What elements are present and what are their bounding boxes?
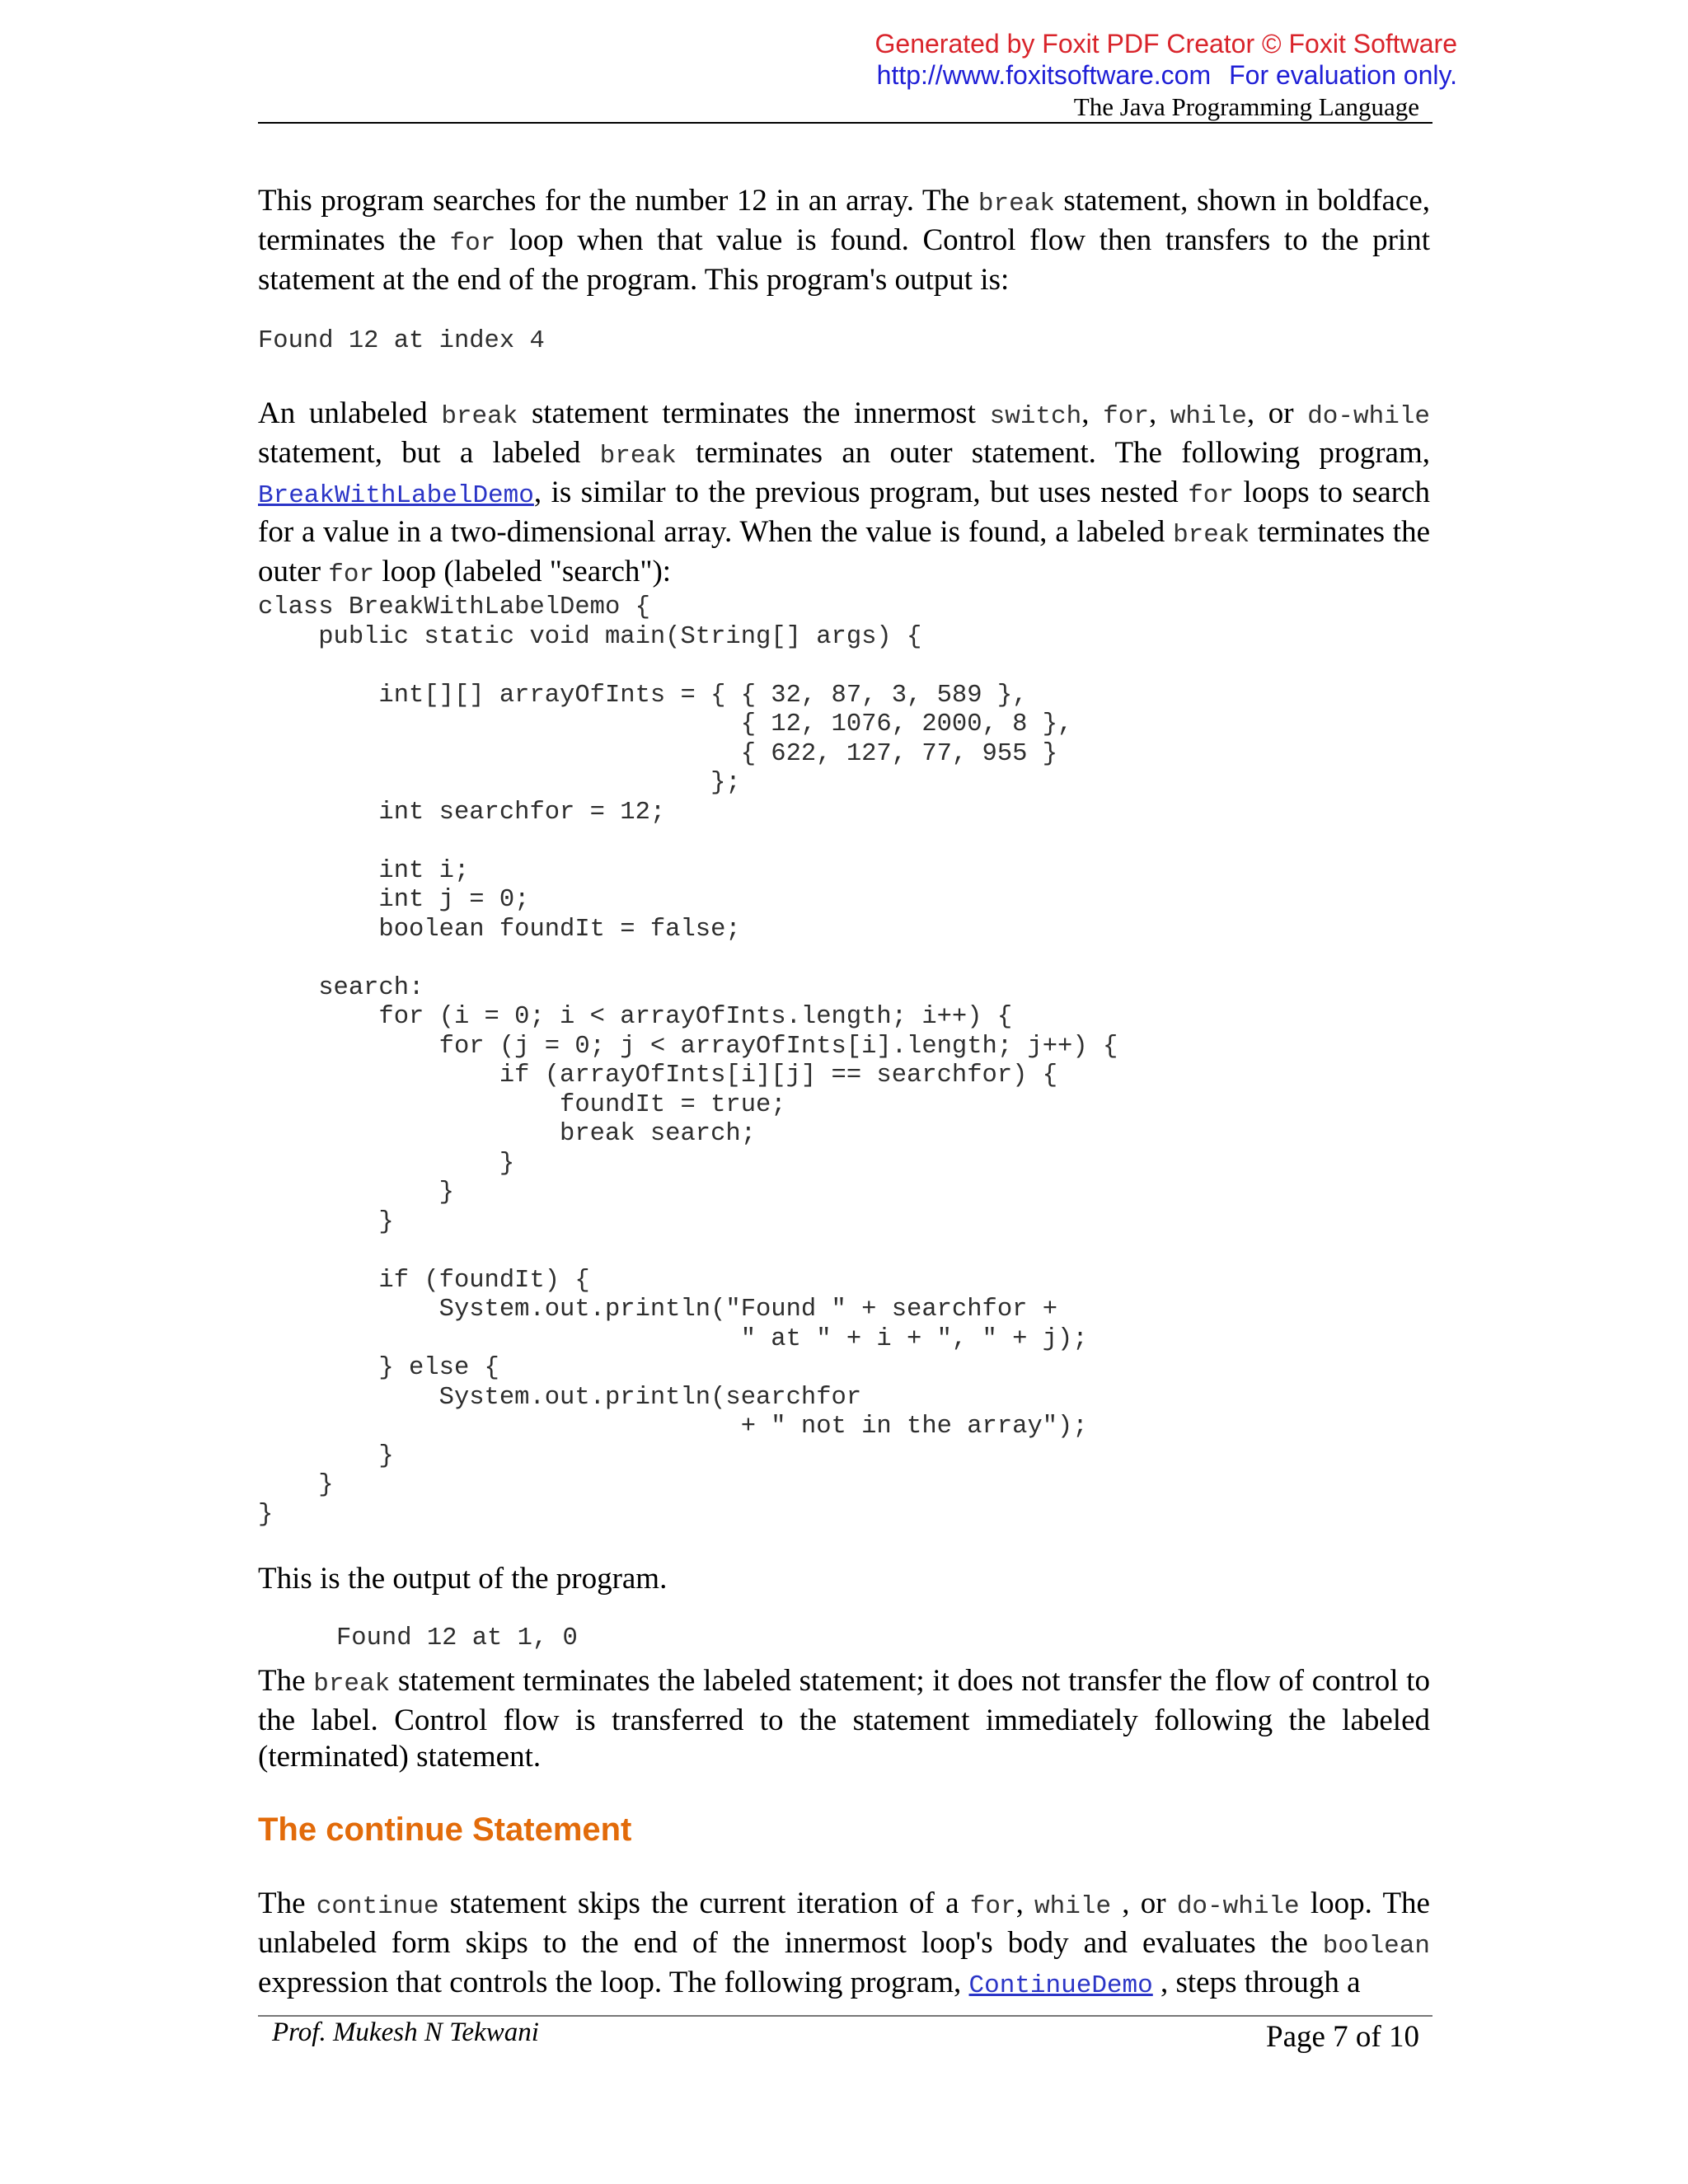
inline-code: break xyxy=(978,190,1055,218)
text-run: An unlabeled xyxy=(258,396,442,430)
text-run: expression that controls the loop. The following program, xyxy=(258,1966,969,1999)
text-run: statement skips the current iteration of a xyxy=(438,1886,970,1920)
header-rule xyxy=(258,122,1432,124)
evaluation-watermark xyxy=(875,28,1458,91)
inline-code: for xyxy=(1103,402,1149,431)
section-heading-continue: The continue Statement xyxy=(258,1811,632,1848)
breakwithlabeldemo-link[interactable]: BreakWithLabelDemo xyxy=(258,481,534,510)
inline-code: continue xyxy=(316,1892,439,1921)
text-run: The xyxy=(258,1886,316,1920)
footer-author: Prof. Mukesh N Tekwani xyxy=(272,2018,539,2047)
watermark-url-link[interactable]: http://www.foxitsoftware.com xyxy=(876,60,1212,90)
program-output-2: Found 12 at 1, 0 xyxy=(336,1624,578,1652)
watermark-line2 xyxy=(875,59,1458,91)
paragraph-continue xyxy=(258,1886,1430,2004)
page-content xyxy=(258,183,1430,2004)
text-run: statement, but a labeled xyxy=(258,436,600,470)
text-run: This program searches for the number 12 in an array. The xyxy=(258,184,978,218)
program-output-1: Found 12 at index 4 xyxy=(258,327,545,355)
paragraph-labeled-break xyxy=(258,396,1430,593)
text-run: statement, shown in boldface, terminates the xyxy=(258,184,1430,257)
text-run: , or xyxy=(1111,1886,1177,1920)
text-run: , steps through a xyxy=(1152,1966,1361,1999)
text-run: loop (labeled "search"): xyxy=(374,555,672,588)
text-run: loop when that value is found. Control flow then transfers to the print statement at the end of the program. This program's output is: xyxy=(258,223,1430,297)
inline-code: while xyxy=(1034,1892,1112,1921)
text-run: , xyxy=(1081,396,1104,430)
inline-code: for xyxy=(328,560,375,589)
text-run: statement terminates the labeled statement; it does not transfer the flow of control to the label. Control flow is transferred to the statement immediately following the labeled (terminated) statement. xyxy=(258,1664,1430,1774)
inline-code: for xyxy=(969,1892,1016,1921)
inline-code: break xyxy=(1173,521,1250,550)
text-run: loops to search for a value in a two-dimensional array. When the value is found, a labeled xyxy=(258,476,1430,549)
inline-code: for xyxy=(449,229,496,258)
text-run: loop. The unlabeled form skips to the end of the innermost loop's body and evaluates the xyxy=(258,1886,1430,1960)
inline-code: break xyxy=(599,442,677,471)
inline-code: break xyxy=(313,1670,391,1699)
watermark-generator-text: Generated by Foxit PDF Creator © Foxit Software xyxy=(874,29,1457,59)
inline-code: while xyxy=(1170,402,1247,431)
text-run: The xyxy=(258,1664,314,1698)
inline-code: do-while xyxy=(1176,1892,1300,1921)
paragraph-output-intro: This is the output of the program. xyxy=(258,1562,668,1596)
inline-code: for xyxy=(1188,481,1235,510)
inline-code: do-while xyxy=(1307,402,1431,431)
continuedemo-link[interactable]: ContinueDemo xyxy=(968,1971,1153,2000)
text-run: , xyxy=(1148,396,1170,430)
code-listing-breakwithlabeldemo: class BreakWithLabelDemo { public static void main(String[] args) { int[][] arrayOfInts = { { 32, 87, 3, 589 }, { 12, 1076, 2000, 8 }, { 622, 127, 77, 955 } }; int searchfor = 12; int i; int j = 0; boolean foundIt = false; search: for (i = 0; i < arrayOfInts.length; i++) { for (j = 0; j < arrayOfInts[i].length; j++) { if (arrayOfInts[i][j] == searchfor) { foundIt = true; break search; } } } if (foundIt) { System.out.println("Found " + searchfor + " at " + i + ", " + j); } else { System.out.println(searchfor + " not in the array"); } } } xyxy=(258,593,1118,1529)
text-run: , xyxy=(1015,1886,1035,1920)
text-run: statement terminates the innermost xyxy=(518,396,990,430)
footer-rule xyxy=(258,2015,1432,2017)
inline-code: boolean xyxy=(1322,1932,1430,1961)
inline-code: switch xyxy=(989,402,1082,431)
running-header-title: The Java Programming Language xyxy=(1073,92,1419,121)
text-run: , is similar to the previous program, but uses nested xyxy=(533,476,1189,509)
inline-code: break xyxy=(441,402,518,431)
text-run: terminates the outer xyxy=(258,515,1430,588)
text-run: , or xyxy=(1246,396,1308,430)
paragraph-break-intro xyxy=(258,183,1430,298)
footer-page-number: Page 7 of 10 xyxy=(1266,2020,1419,2054)
paragraph-break-explanation xyxy=(258,1663,1430,1775)
text-run: terminates an outer statement. The following program, xyxy=(676,436,1430,470)
watermark-evaluation-note: For evaluation only. xyxy=(1229,60,1457,90)
